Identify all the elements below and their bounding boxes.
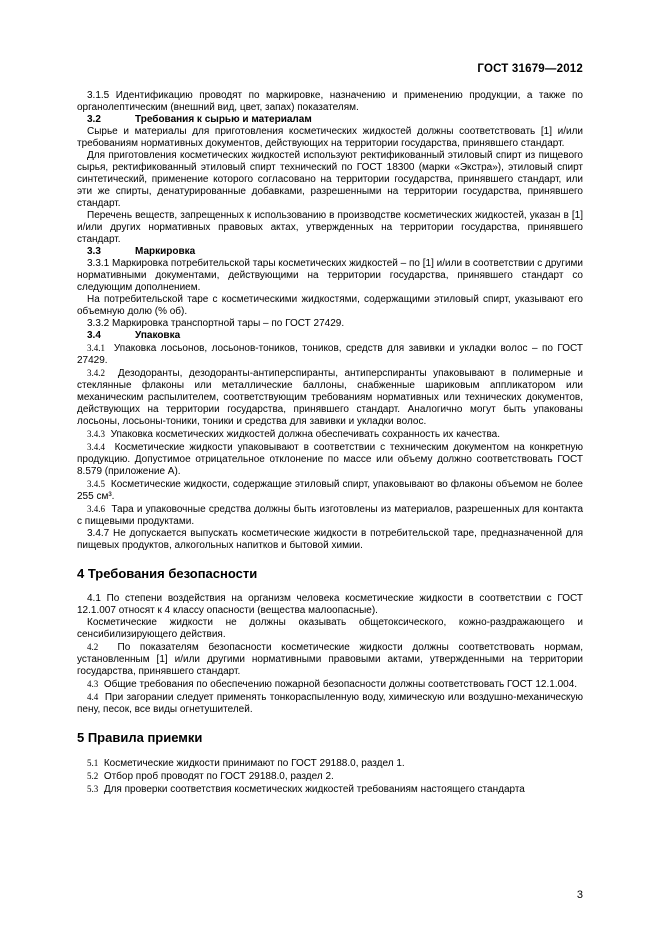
- clause-number: 3.4.2: [87, 368, 105, 378]
- paragraph-text: Косметические жидкости принимают по ГОСТ 29188.0, раздел 1.: [103, 758, 405, 769]
- clause-number: 3.4.1: [87, 343, 105, 353]
- paragraph: [77, 367, 583, 428]
- paragraph: [77, 593, 583, 617]
- paragraph-text: Косметические жидкости не должны оказывать общетоксического, кожно-раздражающего и сенсибилизирующего действия.: [77, 617, 583, 640]
- clause-number: 3.4.6: [87, 504, 105, 514]
- paragraph: [77, 757, 583, 770]
- paragraph-text: Общие требования по обеспечению пожарной безопасности должны соответствовать ГОСТ 12.1.004.: [103, 679, 578, 690]
- paragraph-text: Тара и упаковочные средства должны быть изготовлены из материалов, разрешенных для контакта с пищевыми продуктами.: [77, 504, 583, 527]
- page-number: 3: [576, 889, 583, 901]
- document-body: [77, 90, 583, 796]
- paragraph: [77, 678, 583, 691]
- subsection-heading: [77, 330, 583, 342]
- paragraph-text: 3.1.5 Идентификацию проводят по маркировке, назначению и применению продукции, а также по органолептическим (внешний вид, цвет, запах) показателям.: [77, 90, 583, 113]
- paragraph-text: Перечень веществ, запрещенных к использованию в производстве косметических жидкостей, указан в [1] и/или других нормативных правовых актах, утвержденных на территории государства, принявшего стандарт.: [77, 210, 583, 245]
- paragraph-text: На потребительской таре с косметическими жидкостями, содержащими этиловый спирт, указывают его объемную долю (% об).: [77, 294, 583, 317]
- paragraph-text: Косметические жидкости упаковывают в соответствии с техническим документом на конкретную продукцию. Допустимое отрицательное отклонение по массе или объему должно соответствовать ГОСТ 8.579 (приложение А).: [77, 442, 583, 477]
- paragraph-text: Дезодоранты, дезодоранты-антиперспиранты, антиперспиранты упаковывают в полимерные и стеклянные флаконы или металлические баллоны, снабженные шариковым аппликатором или механическим распылителем, соответствующим требованиям нормативных или технических документов, действующих на территории государства, принявшего стандарт. Аналогично могут быть упакованы лосьоны, лосьоны-тоники, тоники и средства для завивки и укладки волос.: [77, 368, 583, 427]
- section-heading: 5 Правила приемки: [77, 730, 203, 745]
- paragraph: [77, 294, 583, 318]
- paragraph-text: Сырье и материалы для приготовления косметических жидкостей должны соответствовать [1] и/или требованиям нормативных документов, действующих на территории государства, принявшего стандарт.: [77, 126, 583, 149]
- paragraph-text: При загорании следует применять тонкораспыленную воду, химическую или воздушно-механическую пену, песок, все виды огнетушителей.: [77, 692, 583, 715]
- paragraph-text: Отбор проб проводят по ГОСТ 29188.0, раздел 2.: [103, 771, 334, 782]
- paragraph: [77, 503, 583, 528]
- clause-number: 5.1: [87, 758, 99, 768]
- paragraph-text: Упаковка лосьонов, лосьонов-тоников, тоников, средств для завивки и укладки волос – по ГОСТ 27429.: [77, 343, 583, 366]
- clause-number: 4.2: [87, 642, 99, 652]
- paragraph-text: По показателям безопасности косметические жидкости должны соответствовать нормам, установленным [1] и/или другими нормативными правовыми актами, утвержденными на территории государства, принявшего стандарт.: [77, 642, 583, 677]
- paragraph: [77, 770, 583, 783]
- paragraph-text: 4.1 По степени воздействия на организм человека косметические жидкости в соответствии с ГОСТ 12.1.007 относят к 4 классу опасности (вещества малоопасные).: [77, 593, 583, 616]
- document-id: ГОСТ 31679—2012: [477, 63, 583, 75]
- clause-number: 5.2: [87, 771, 99, 781]
- clause-number: 3.4.4: [87, 442, 105, 452]
- paragraph: [77, 441, 583, 478]
- section-heading: 4 Требования безопасности: [77, 566, 258, 581]
- paragraph: [77, 783, 583, 796]
- subsection-heading: [77, 114, 583, 126]
- paragraph: [77, 126, 583, 150]
- paragraph-text: 3.3.1 Маркировка потребительской тары косметических жидкостей – по [1] и/или в соответствии с другими нормативными документами, действующими на территории государства, принявшего стандарт со следующим дополнением.: [77, 258, 583, 293]
- paragraph: [77, 258, 583, 294]
- paragraph-text: Для проверки соответствия косметических жидкостей требованиям настоящего стандарта: [103, 784, 525, 795]
- clause-number: 3.4.3: [87, 429, 105, 439]
- subsection-title: Упаковка: [135, 330, 181, 341]
- paragraph: [77, 342, 583, 367]
- paragraph: [77, 691, 583, 716]
- paragraph-text: 3.4.7 Не допускается выпускать косметические жидкости в потребительской таре, предназначенной для пищевых продуктов, алкогольных напитков и бытовой химии.: [77, 528, 583, 551]
- clause-number: 4.3: [87, 679, 99, 689]
- paragraph: [77, 210, 583, 246]
- subsection-number: 3.2: [87, 114, 101, 125]
- paragraph: [77, 150, 583, 210]
- paragraph: [77, 528, 583, 552]
- paragraph-text: Упаковка косметических жидкостей должна обеспечивать сохранность их качества.: [110, 429, 501, 440]
- subsection-title: Требования к сырью и материалам: [135, 114, 312, 125]
- clause-number: 5.3: [87, 784, 99, 794]
- subsection-number: 3.4: [87, 330, 101, 341]
- paragraph: [77, 428, 583, 441]
- paragraph: [77, 90, 583, 114]
- clause-number: 4.4: [87, 692, 99, 702]
- paragraph: [77, 617, 583, 641]
- paragraph: [77, 478, 583, 503]
- paragraph-text: 3.3.2 Маркировка транспортной тары – по ГОСТ 27429.: [87, 318, 345, 329]
- paragraph-text: Косметические жидкости, содержащие этиловый спирт, упаковывают во флаконы объемом не более 255 см³.: [77, 479, 583, 502]
- clause-number: 3.4.5: [87, 479, 105, 489]
- paragraph: [77, 318, 583, 330]
- paragraph-text: Для приготовления косметических жидкостей используют ректификованный этиловый спирт из пищевого сырья, ректификованный этиловый спирт технический по ГОСТ 18300 (марки «Экстра»), этиловый спирт синтетический, применение которого согласовано на территории государства, принявшего стандарт, или эти же спирты, денатурированные добавками, разрешенными на территории государства, принявшего стандарт.: [77, 150, 583, 209]
- subsection-heading: [77, 246, 583, 258]
- subsection-title: Маркировка: [135, 246, 196, 257]
- paragraph: [77, 641, 583, 678]
- subsection-number: 3.3: [87, 246, 101, 257]
